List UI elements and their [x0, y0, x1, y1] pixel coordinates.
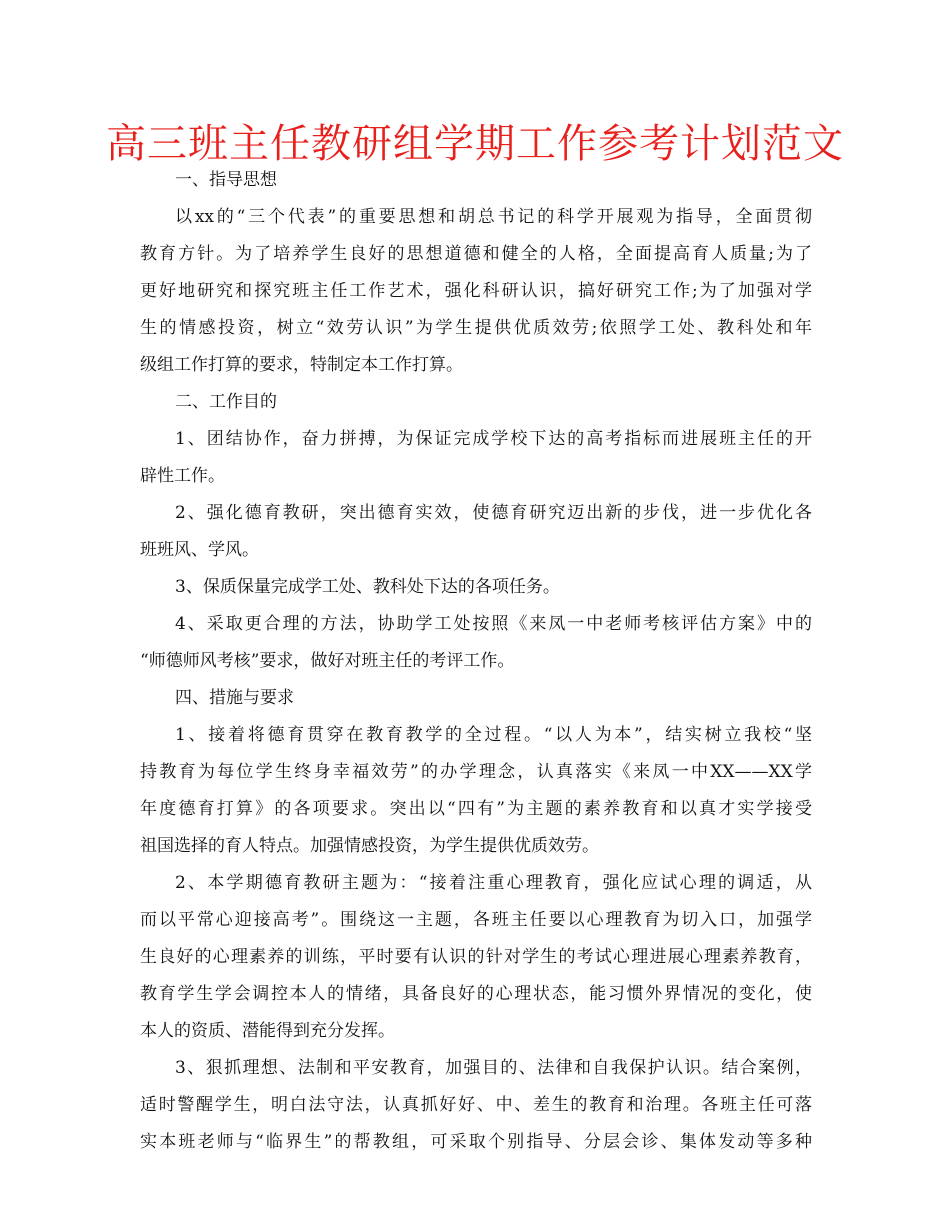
- document-title: 高三班主任教研组学期工作参考计划范文: [106, 121, 844, 167]
- paragraph-line: 而以平常心迎接高考”。围绕这一主题，各班主任要以心理教育为切入口，加强学: [140, 910, 812, 930]
- paragraph-line: 实本班老师与“临界生”的帮教组，可采取个别指导、分层会诊、集体发动等多种: [140, 1132, 812, 1152]
- paragraph-line: 辟性工作。: [140, 466, 225, 486]
- section-heading-work-goals: 二、工作目的: [175, 392, 277, 412]
- paragraph-line: 级组工作打算的要求，特制定本工作打算。: [140, 355, 463, 375]
- paragraph-line: 适时警醒学生，明白法守法，认真抓好好、中、差生的教育和治理。各班主任可落: [140, 1095, 812, 1115]
- paragraph-line: “师德师风考核”要求，做好对班主任的考评工作。: [140, 651, 515, 671]
- paragraph-line: 1、团结协作，奋力拼搏，为保证完成学校下达的高考指标而进展班主任的开: [175, 429, 812, 449]
- paragraph-line: 生良好的心理素养的训练，平时要有认识的针对学生的考试心理进展心理素养教育，: [140, 947, 812, 967]
- paragraph-line: 3、狠抓理想、法制和平安教育，加强目的、法律和自我保护认识。结合案例，: [175, 1058, 812, 1078]
- section-heading-measures: 四、措施与要求: [175, 688, 294, 708]
- paragraph-line: 教育学生学会调控本人的情绪，具备良好的心理状态，能习惯外界情况的变化，使: [140, 984, 812, 1004]
- paragraph-line: 更好地研究和探究班主任工作艺术，强化科研认识，搞好研究工作;为了加强对学: [140, 281, 812, 301]
- paragraph-line: 教育方针。为了培养学生良好的思想道德和健全的人格，全面提高育人质量;为了: [140, 244, 812, 264]
- paragraph-line: 本人的资质、潜能得到充分发挥。: [140, 1021, 395, 1041]
- paragraph-line: 3、保质保量完成学工处、教科处下达的各项任务。: [175, 577, 560, 597]
- paragraph-line: 以xx的“三个代表”的重要思想和胡总书记的科学开展观为指导，全面贯彻: [175, 207, 812, 227]
- paragraph-line: 4、采取更合理的方法，协助学工处按照《来凤一中老师考核评估方案》中的: [175, 614, 812, 634]
- section-heading-guiding-ideology: 一、指导思想: [175, 170, 277, 190]
- paragraph-line: 1、接着将德育贯穿在教育教学的全过程。“以人为本”，结实树立我校“坚: [175, 725, 812, 745]
- paragraph-line: 2、强化德育教研，突出德育实效，使德育研究迈出新的步伐，进一步优化各: [175, 503, 812, 523]
- paragraph-line: 生的情感投资，树立“效劳认识”为学生提供优质效劳;依照学工处、教科处和年: [140, 318, 812, 338]
- document-body: [140, 162, 812, 1161]
- paragraph-line: 祖国选择的育人特点。加强情感投资，为学生提供优质效劳。: [140, 836, 599, 856]
- paragraph-line: 2、本学期德育教研主题为：“接着注重心理教育，强化应试心理的调适，从: [175, 873, 812, 893]
- paragraph-line: 持教育为每位学生终身幸福效劳”的办学理念，认真落实《来凤一中XX——XX学: [140, 762, 812, 782]
- paragraph-line: 班班风、学风。: [140, 540, 259, 560]
- paragraph-line: 年度德育打算》的各项要求。突出以“四有”为主题的素养教育和以真才实学接受: [140, 799, 812, 819]
